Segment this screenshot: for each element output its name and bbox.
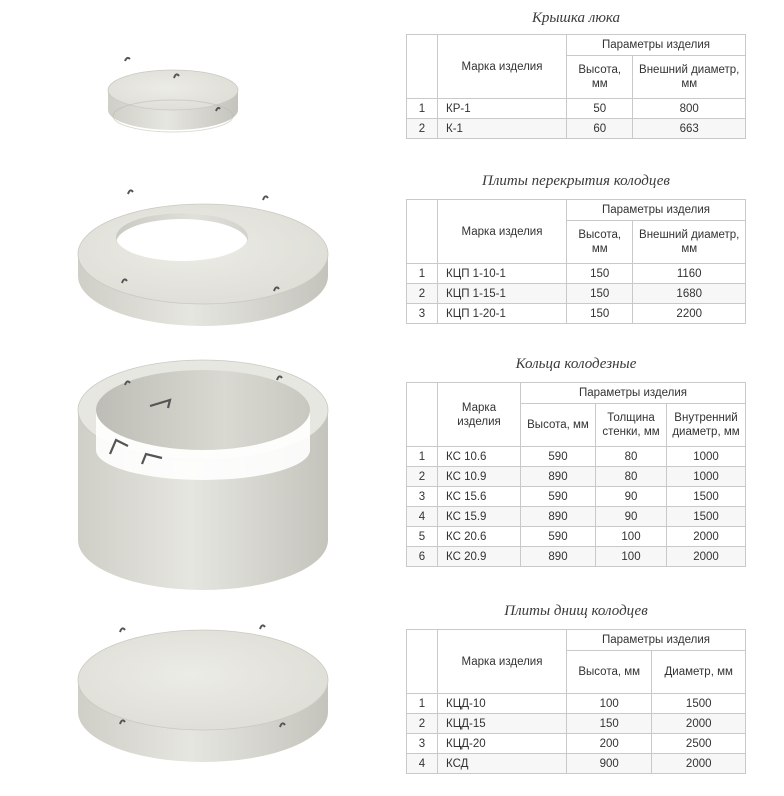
row-value: 590 [521, 527, 596, 547]
row-num: 2 [407, 467, 438, 487]
header-col: Высота, мм [567, 56, 633, 99]
spec-table [406, 199, 746, 324]
section-bottom-slabs [406, 601, 746, 774]
table-row [407, 99, 746, 119]
manhole-cover-illustration [108, 58, 238, 132]
row-mark: КС 20.9 [438, 547, 521, 567]
row-num: 3 [407, 304, 438, 324]
row-mark: КР-1 [438, 99, 567, 119]
row-value: 2000 [652, 754, 746, 774]
row-num: 2 [407, 284, 438, 304]
header-num [407, 35, 438, 99]
row-value: 1160 [633, 264, 746, 284]
row-value: 890 [521, 467, 596, 487]
header-params: Параметры изделия [521, 383, 746, 404]
table-row [407, 119, 746, 139]
row-value: 2000 [667, 527, 746, 547]
row-num: 4 [407, 507, 438, 527]
row-value: 80 [596, 467, 667, 487]
row-value: 1680 [633, 284, 746, 304]
row-mark: КЦД-10 [438, 694, 567, 714]
header-num [407, 630, 438, 694]
row-num: 1 [407, 694, 438, 714]
row-value: 890 [521, 507, 596, 527]
row-mark: КС 10.6 [438, 447, 521, 467]
table-row [407, 304, 746, 324]
row-value: 200 [567, 734, 652, 754]
table-row [407, 264, 746, 284]
section-title: Крышка люка [531, 10, 621, 26]
row-mark: КС 15.6 [438, 487, 521, 507]
row-num: 5 [407, 527, 438, 547]
row-num: 4 [407, 754, 438, 774]
row-value: 90 [596, 487, 667, 507]
row-value: 1500 [667, 487, 746, 507]
header-mark: Марка изделия [438, 383, 521, 447]
row-value: 2200 [633, 304, 746, 324]
table-row [407, 447, 746, 467]
section-floor-slabs [406, 171, 746, 324]
section-manhole-cover [406, 8, 746, 139]
table-row [407, 714, 746, 734]
spec-table [406, 34, 746, 139]
row-num: 3 [407, 734, 438, 754]
row-mark: КС 15.9 [438, 507, 521, 527]
row-value: 50 [567, 99, 633, 119]
row-value: 663 [633, 119, 746, 139]
header-col: Внутренний диаметр, мм [667, 404, 746, 447]
row-num: 3 [407, 487, 438, 507]
row-mark: КЦД-20 [438, 734, 567, 754]
header-mark: Марка изделия [438, 630, 567, 694]
row-num: 1 [407, 447, 438, 467]
header-mark: Марка изделия [438, 35, 567, 99]
table-row [407, 507, 746, 527]
row-value: 100 [567, 694, 652, 714]
row-num: 1 [407, 99, 438, 119]
table-row [407, 547, 746, 567]
bottom-slab-illustration [78, 625, 328, 762]
floor-slab-illustration [78, 190, 328, 326]
header-col: Диаметр, мм [652, 651, 746, 694]
table-row [407, 734, 746, 754]
row-value: 2500 [652, 734, 746, 754]
row-value: 590 [521, 487, 596, 507]
header-params: Параметры изделия [567, 200, 746, 221]
header-col: Высота, мм [567, 221, 633, 264]
row-value: 1000 [667, 447, 746, 467]
section-title: Плиты перекрытия колодцев [482, 173, 670, 189]
section-title: Плиты днищ колодцев [504, 603, 648, 619]
row-value: 90 [596, 507, 667, 527]
spec-table [406, 629, 746, 774]
header-params: Параметры изделия [567, 630, 746, 651]
row-mark: КСД [438, 754, 567, 774]
row-mark: КС 20.6 [438, 527, 521, 547]
header-col: Высота, мм [521, 404, 596, 447]
row-num: 2 [407, 119, 438, 139]
row-value: 1000 [667, 467, 746, 487]
row-value: 2000 [667, 547, 746, 567]
row-value: 100 [596, 527, 667, 547]
header-params: Параметры изделия [567, 35, 746, 56]
header-col: Высота, мм [567, 651, 652, 694]
table-row [407, 694, 746, 714]
row-value: 150 [567, 284, 633, 304]
header-col: Толщина стенки, мм [596, 404, 667, 447]
row-value: 2000 [652, 714, 746, 734]
row-value: 590 [521, 447, 596, 467]
row-value: 150 [567, 714, 652, 734]
row-value: 100 [596, 547, 667, 567]
row-value: 60 [567, 119, 633, 139]
row-value: 80 [596, 447, 667, 467]
table-row [407, 284, 746, 304]
table-row [407, 527, 746, 547]
row-value: 900 [567, 754, 652, 774]
row-mark: КЦД-15 [438, 714, 567, 734]
row-num: 6 [407, 547, 438, 567]
section-well-rings [406, 354, 746, 567]
table-row [407, 467, 746, 487]
header-num [407, 200, 438, 264]
spec-table [406, 382, 746, 567]
row-num: 2 [407, 714, 438, 734]
row-value: 150 [567, 264, 633, 284]
section-title: Кольца колодезные [515, 356, 637, 372]
table-row [407, 487, 746, 507]
header-col: Внешний диаметр, мм [633, 56, 746, 99]
row-value: 1500 [652, 694, 746, 714]
row-value: 1500 [667, 507, 746, 527]
well-ring-illustration [78, 360, 328, 590]
header-mark: Марка изделия [438, 200, 567, 264]
row-mark: КЦП 1-10-1 [438, 264, 567, 284]
row-mark: КЦП 1-20-1 [438, 304, 567, 324]
row-mark: К-1 [438, 119, 567, 139]
row-mark: КЦП 1-15-1 [438, 284, 567, 304]
header-col: Внешний диаметр, мм [633, 221, 746, 264]
table-row [407, 754, 746, 774]
row-num: 1 [407, 264, 438, 284]
row-value: 890 [521, 547, 596, 567]
header-num [407, 383, 438, 447]
row-value: 150 [567, 304, 633, 324]
row-mark: КС 10.9 [438, 467, 521, 487]
row-value: 800 [633, 99, 746, 119]
